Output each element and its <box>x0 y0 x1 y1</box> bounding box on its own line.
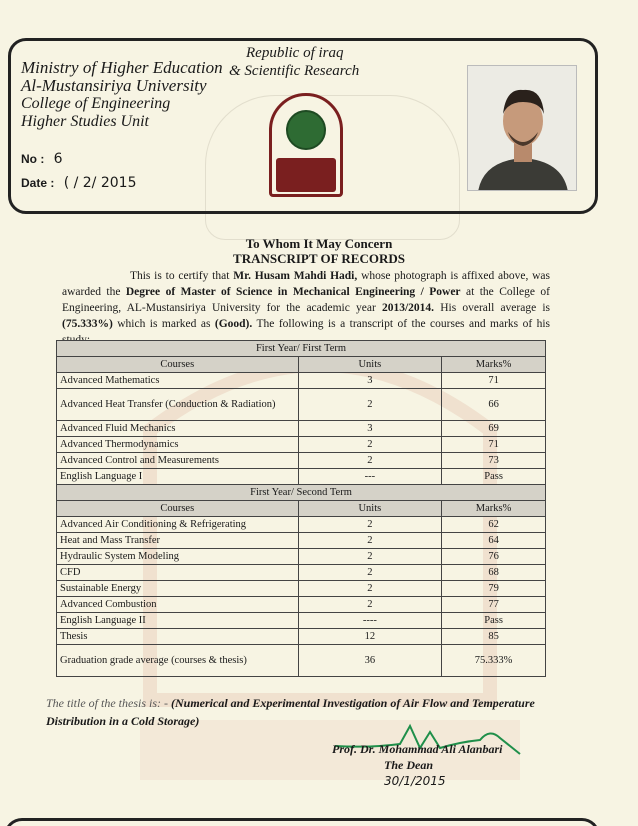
course-cell: Advanced Thermodynamics <box>57 437 299 453</box>
course-cell: Hydraulic System Modeling <box>57 549 299 565</box>
col-units-header: Units <box>298 357 442 373</box>
units-cell: 2 <box>298 565 442 581</box>
college-label: College of Engineering <box>21 95 171 112</box>
marks-cell: Pass <box>442 613 546 629</box>
graduation-label: Graduation grade average (courses & thesis) <box>57 645 299 677</box>
table-row <box>57 421 546 437</box>
republic-label: Republic of iraq <box>246 45 344 61</box>
certification-paragraph <box>62 268 550 348</box>
marks-cell: 76 <box>442 549 546 565</box>
heading-transcript: TRANSCRIPT OF RECORDS <box>233 251 405 266</box>
reference-block <box>21 151 136 199</box>
thesis-title-value: (Numerical and Experimental Investigation of Air Flow and Temperature Distribution in a Cold Storage) <box>46 696 535 728</box>
col-marks-header: Marks% <box>442 357 546 373</box>
course-cell: English Language II <box>57 613 299 629</box>
thesis-title-label: The title of the thesis is: - <box>46 696 168 710</box>
term2-title: First Year/ Second Term <box>57 485 546 501</box>
unit-label: Higher Studies Unit <box>21 113 149 130</box>
units-cell: 3 <box>298 373 442 389</box>
col-courses-header: Courses <box>57 357 299 373</box>
reference-date <box>21 175 136 191</box>
intro-text-3: at the College of Engineering, AL-Mustansiriya University for the academic year <box>62 286 550 314</box>
marks-cell: 79 <box>442 581 546 597</box>
course-cell: Advanced Mathematics <box>57 373 299 389</box>
table-row <box>57 437 546 453</box>
heading-concern: To Whom It May Concern <box>245 236 393 251</box>
course-cell: English Language I <box>57 469 299 485</box>
university-label: Al-Mustansiriya University <box>21 76 207 95</box>
no-label: No : <box>21 152 45 166</box>
course-cell: Sustainable Energy <box>57 581 299 597</box>
marks-table <box>56 340 546 677</box>
marks-cell: 66 <box>442 389 546 421</box>
header-frame <box>8 38 598 214</box>
marks-cell: 62 <box>442 517 546 533</box>
overall-average: (75.333%) <box>62 318 113 330</box>
person-photo-icon <box>468 66 577 191</box>
units-cell: 2 <box>298 597 442 613</box>
table-row <box>57 549 546 565</box>
course-cell: CFD <box>57 565 299 581</box>
no-value: 6 <box>53 151 63 167</box>
ministry-right-label: & Scientific Research <box>229 63 360 79</box>
graduation-row <box>57 645 546 677</box>
units-cell: 2 <box>298 581 442 597</box>
thesis-row <box>57 629 546 645</box>
units-cell: 2 <box>298 437 442 453</box>
table-row <box>57 373 546 389</box>
marks-cell: 73 <box>442 453 546 469</box>
table-row <box>57 597 546 613</box>
units-cell: 2 <box>298 389 442 421</box>
graduation-marks: 75.333% <box>442 645 546 677</box>
degree-name: Degree of Master of Science in Mechanical Engineering / Power <box>125 286 461 298</box>
marks-cell: 69 <box>442 421 546 437</box>
table-row <box>57 517 546 533</box>
ministry-label: Ministry of Higher Education <box>21 58 223 77</box>
intro-text-2: whose photograph is affixed above, was awarded the <box>62 270 551 298</box>
course-cell: Advanced Air Conditioning & Refrigerating <box>57 517 299 533</box>
table-row <box>57 565 546 581</box>
student-name: Mr. Husam Mahdi Hadi, <box>233 270 358 282</box>
logo-calligraphy-icon <box>276 158 336 192</box>
col-marks-header: Marks% <box>442 501 546 517</box>
course-cell: Advanced Control and Measurements <box>57 453 299 469</box>
col-units-header: Units <box>298 501 442 517</box>
date-value: ( / 2/ 2015 <box>63 175 137 191</box>
marks-cell: 71 <box>442 373 546 389</box>
marks-cell: 64 <box>442 533 546 549</box>
course-cell: Advanced Combustion <box>57 597 299 613</box>
table-row <box>57 533 546 549</box>
dean-title: The Dean <box>384 758 433 772</box>
reference-number <box>21 151 136 167</box>
date-label: Date : <box>21 176 55 190</box>
student-photo <box>467 65 577 191</box>
intro-text-1: This is to certify that <box>129 270 230 282</box>
intro-text-5: which is marked as <box>117 318 211 330</box>
marks-cell: 71 <box>442 437 546 453</box>
thesis-label: Thesis <box>57 629 299 645</box>
academic-year: 2013/2014. <box>381 302 435 314</box>
table-row <box>57 581 546 597</box>
overall-grade: (Good). <box>214 318 253 330</box>
signature-date: 30/1/2015 <box>384 774 446 788</box>
marks-cell: 68 <box>442 565 546 581</box>
table-row <box>57 613 546 629</box>
intro-text-4: His overall average is <box>440 302 551 314</box>
units-cell: --- <box>298 469 442 485</box>
units-cell: 2 <box>298 549 442 565</box>
marks-cell: Pass <box>442 469 546 485</box>
course-cell: Advanced Heat Transfer (Conduction & Radiation) <box>57 389 299 421</box>
col-courses-header: Courses <box>57 501 299 517</box>
table-row <box>57 389 546 421</box>
term1-title: First Year/ First Term <box>57 341 546 357</box>
bottom-frame <box>4 818 600 826</box>
college-logo <box>269 93 343 197</box>
table-row <box>57 469 546 485</box>
units-cell: ---- <box>298 613 442 629</box>
signature-block <box>332 741 502 789</box>
intro-text-6: The following is a transcript of the courses and marks of his <box>256 318 551 330</box>
units-cell: 3 <box>298 421 442 437</box>
table-row <box>57 453 546 469</box>
thesis-units: 12 <box>298 629 442 645</box>
marks-cell: 77 <box>442 597 546 613</box>
course-cell: Heat and Mass Transfer <box>57 533 299 549</box>
dean-name: Prof. Dr. Mohammad Ali Alanbari <box>332 742 503 756</box>
units-cell: 2 <box>298 517 442 533</box>
course-cell: Advanced Fluid Mechanics <box>57 421 299 437</box>
thesis-marks: 85 <box>442 629 546 645</box>
graduation-units: 36 <box>298 645 442 677</box>
units-cell: 2 <box>298 533 442 549</box>
units-cell: 2 <box>298 453 442 469</box>
institution-block <box>21 59 223 131</box>
logo-emblem-icon <box>286 110 326 150</box>
